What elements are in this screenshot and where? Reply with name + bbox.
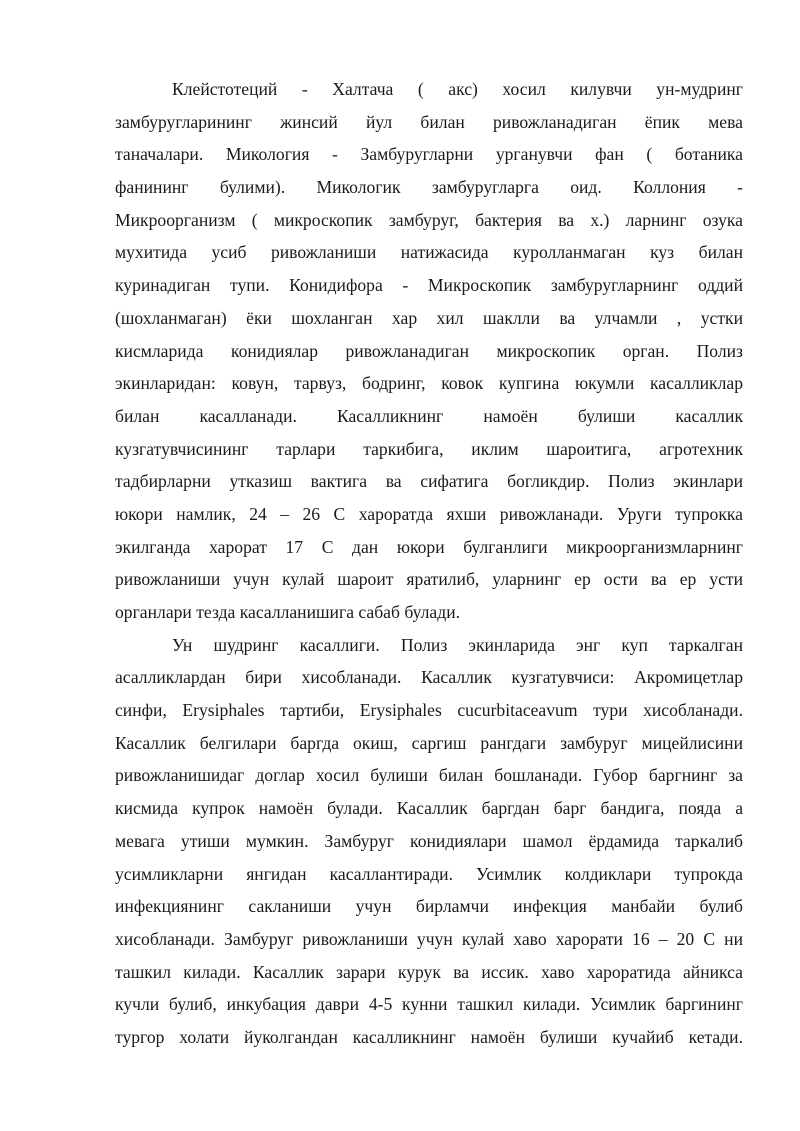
text-line: экилганда харорат 17 С дан юкори булганлиги микроорганизмларнинг: [115, 536, 743, 557]
text-line: кисмларида конидиялар ривожланадиган микроскопик орган. Полиз: [115, 340, 743, 361]
text-line: Микроорганизм ( микроскопик замбуруг, бактерия ва х.) ларнинг озука: [115, 209, 743, 230]
text-line: ривожланиши учун кулай шароит яратилиб, уларнинг ер ости ва ер усти: [115, 569, 743, 590]
text-line: мухитида усиб ривожланиши натижасида куролланмаган куз билан: [115, 242, 743, 263]
text-line: экинларидан: ковун, тарвуз, бодринг, ковок купгина юкумли касалликлар: [115, 373, 743, 394]
text-line: хисобланади. Замбуруг ривожланиши учун кулай хаво харорати 16 – 20 С ни: [115, 928, 743, 949]
text-line: (шохланмаган) ёки шохланган хар хил шаклли ва улчамли , устки: [115, 307, 743, 328]
text-line: мевага утиши мумкин. Замбуруг конидиялари шамол ёрдамида таркалиб: [115, 830, 743, 851]
text-line: билан касалланади. Касалликнинг намоён булиши касаллик: [115, 405, 743, 426]
text-line: фанининг булими). Микологик замбуругларга оид. Коллония -: [115, 177, 743, 198]
text-line: ривожланишидаг доглар хосил булиши билан бошланади. Губор баргнинг за: [115, 765, 743, 786]
paragraph-definitions: [115, 73, 743, 629]
text-line: инфекциянинг сакланиши учун бирламчи инфекция манбайи булиб: [115, 896, 743, 917]
text-line: кузгатувчисининг тарлари таркибига, иклим шароитига, агротехник: [115, 438, 743, 459]
text-line: куринадиган тупи. Конидифора - Микроскопик замбуругларнинг оддий: [115, 275, 743, 296]
paragraph-powdery-mildew: [115, 629, 743, 1054]
text-line: синфи, Erysiphales тартиби, Erysiphales cucurbitaceavum тури хисобланади.: [115, 700, 743, 721]
text-line: Ун шудринг касаллиги. Полиз экинларида энг куп таркалган: [172, 634, 743, 655]
text-line: таначалари. Микология - Замбуругларни урганувчи фан ( ботаника: [115, 144, 743, 165]
text-line: усимликларни янгидан касаллантиради. Усимлик колдиклари тупрокда: [115, 863, 743, 884]
text-line: кучли булиб, инкубация даври 4-5 кунни ташкил килади. Усимлик баргининг: [115, 994, 743, 1015]
text-line: кисмида купрок намоён булади. Касаллик баргдан барг бандига, пояда а: [115, 798, 743, 819]
text-line: Касаллик белгилари баргда окиш, саргиш рангдаги замбуруг мицейлисини: [115, 732, 743, 753]
text-line: замбуругларининг жинсий йул билан ривожланадиган ёпик мева: [115, 111, 743, 132]
text-line: тадбирларни утказиш вактига ва сифатига богликдир. Полиз экинлари: [115, 471, 743, 492]
text-line: юкори намлик, 24 – 26 С хароратда яхши ривожланади. Уруги тупрокка: [115, 503, 743, 524]
body-text: [115, 73, 743, 1054]
text-line: органлари тезда касалланишига сабаб булади.: [115, 602, 461, 622]
text-line: ташкил килади. Касаллик зарари курук ва иссик. хаво хароратида айникса: [115, 961, 743, 982]
text-line: Клейстотеций - Халтача ( акс) хосил килувчи ун-мудринг: [172, 79, 743, 99]
text-line: асалликлардан бири хисобланади. Касаллик кузгатувчиси: Акромицетлар: [115, 667, 743, 688]
text-line: тургор холати йуколгандан касалликнинг намоён булиши кучайиб кетади.: [115, 1026, 743, 1047]
